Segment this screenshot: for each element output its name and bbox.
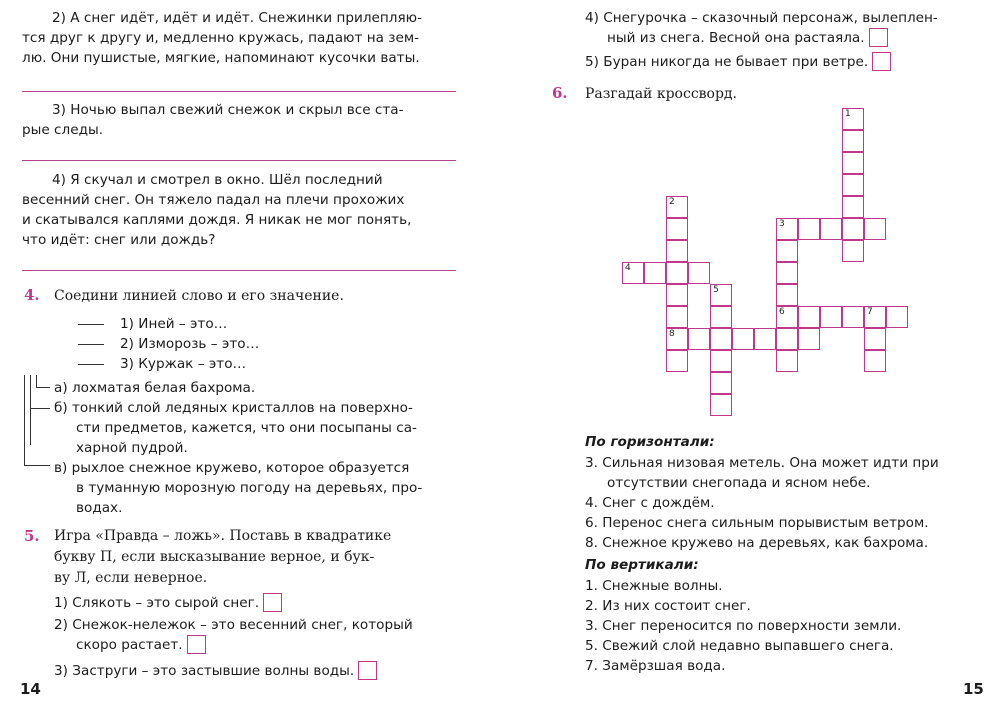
statement-2-line-2: скоро растает. <box>76 637 183 653</box>
task-4-title: Соедини линией слово и его значение. <box>54 288 344 304</box>
crossword-cell[interactable] <box>710 394 732 416</box>
crossword-cell[interactable] <box>864 328 886 350</box>
crossword-cell[interactable] <box>666 306 688 328</box>
statement-1 <box>54 593 456 613</box>
crossword-cell[interactable] <box>776 262 798 284</box>
crossword-cell[interactable] <box>864 350 886 372</box>
answer-box[interactable] <box>187 635 206 654</box>
crossword-cell[interactable] <box>776 328 798 350</box>
down-clues <box>585 576 961 676</box>
crossword-cell[interactable] <box>622 262 644 284</box>
answer-line <box>78 344 104 345</box>
crossword-cell[interactable] <box>776 240 798 262</box>
task-6-number: 6. <box>552 84 568 102</box>
crossword-number: 4 <box>625 263 631 273</box>
across-3-line-2: отсутствии снегопада и ясном небе. <box>607 475 871 491</box>
meaning-v-line-2: в туманную морозную погоду на деревьях, про- <box>76 480 423 496</box>
crossword-cell[interactable] <box>710 284 732 306</box>
crossword-cell[interactable] <box>666 284 688 306</box>
crossword-cell[interactable] <box>710 328 732 350</box>
paragraph-4 <box>22 170 456 250</box>
connector-bracket <box>22 375 52 475</box>
word-item[interactable] <box>78 334 259 354</box>
crossword-cell[interactable] <box>842 152 864 174</box>
statement-4 <box>585 8 961 48</box>
crossword-cell[interactable] <box>842 240 864 262</box>
answer-box[interactable] <box>869 28 888 47</box>
crossword-number: 1 <box>845 109 851 119</box>
statement-2 <box>54 615 456 655</box>
answer-line <box>78 364 104 365</box>
crossword-cell[interactable] <box>688 262 710 284</box>
crossword-number: 2 <box>669 197 675 207</box>
para2-line-1: 2) А снег идёт, идёт и идёт. Снежинки прилепляю- <box>52 10 422 26</box>
crossword-number: 7 <box>867 307 873 317</box>
task5-title-line-2: букву П, если высказывание верное, и бук- <box>54 549 375 565</box>
crossword-cell[interactable] <box>666 328 688 350</box>
meaning-b-line-1: б) тонкий слой ледяных кристаллов на поверхно- <box>54 400 413 416</box>
crossword-cell[interactable] <box>710 306 732 328</box>
answer-box[interactable] <box>358 661 377 680</box>
statement-2-line-1: 2) Снежок-нележок – это весенний снег, который <box>54 617 413 633</box>
crossword-cell[interactable] <box>688 328 710 350</box>
down-clue-3: 3. Снег переносится по поверхности земли. <box>585 618 902 634</box>
down-clue-5: 5. Свежий слой недавно выпавшего снега. <box>585 638 894 654</box>
across-clues <box>585 453 961 553</box>
meaning-b-line-3: харной пудрой. <box>76 440 188 456</box>
across-clue-3 <box>585 453 961 493</box>
across-header: По горизонтали: <box>585 434 715 450</box>
crossword-cell[interactable] <box>710 350 732 372</box>
crossword-cell[interactable] <box>842 218 864 240</box>
para4-line-2: весенний снег. Он тяжело падал на плечи прохожих <box>22 192 405 208</box>
crossword-cell[interactable] <box>798 218 820 240</box>
crossword-cell[interactable] <box>820 306 842 328</box>
crossword-number: 8 <box>669 329 675 339</box>
crossword-cell[interactable] <box>842 108 864 130</box>
crossword-cell[interactable] <box>864 306 886 328</box>
down-clue-1: 1. Снежные волны. <box>585 578 723 594</box>
page-number-right: 15 <box>963 680 984 698</box>
statement-5-text: 5) Буран никогда не бывает при ветре. <box>585 54 869 70</box>
paragraph-3 <box>22 100 456 140</box>
crossword-cell[interactable] <box>842 130 864 152</box>
across-clue-8: 8. Снежное кружево на деревьях, как бахрома. <box>585 535 929 551</box>
crossword-cell[interactable] <box>776 218 798 240</box>
para2-line-3: лю. Они пушистые, мягкие, напоминают кусочки ваты. <box>22 50 420 66</box>
paragraph-2 <box>22 8 456 68</box>
crossword-number: 5 <box>713 285 719 295</box>
crossword-cell[interactable] <box>666 240 688 262</box>
crossword-cell[interactable] <box>886 306 908 328</box>
down-header: По вертикали: <box>585 557 699 573</box>
crossword-cell[interactable] <box>798 306 820 328</box>
para4-line-3: и скатывался каплями дождя. Я никак не мог понять, <box>22 212 412 228</box>
crossword-cell[interactable] <box>666 196 688 218</box>
down-clue-2: 2. Из них состоит снег. <box>585 598 751 614</box>
task-6-title: Разгадай кроссворд. <box>585 86 737 102</box>
word-label-3: 3) Куржак – это… <box>120 356 247 372</box>
para4-line-1: 4) Я скучал и смотрел в окно. Шёл последний <box>52 172 383 188</box>
answer-box[interactable] <box>263 593 282 612</box>
crossword-cell[interactable] <box>820 218 842 240</box>
crossword-cell[interactable] <box>776 350 798 372</box>
across-3-line-1: 3. Сильная низовая метель. Она может идти при <box>585 455 939 471</box>
para4-line-4: что идёт: снег или дождь? <box>22 232 216 248</box>
crossword-cell[interactable] <box>842 174 864 196</box>
crossword-cell[interactable] <box>666 350 688 372</box>
crossword-cell[interactable] <box>776 306 798 328</box>
meaning-v-line-1: в) рыхлое снежное кружево, которое образуется <box>54 460 410 476</box>
meaning-v-line-3: водах. <box>76 500 123 516</box>
word-item[interactable] <box>78 354 259 374</box>
page-number-left: 14 <box>20 680 41 698</box>
meaning-v[interactable] <box>54 458 456 518</box>
para3-line-2: рые следы. <box>22 122 104 138</box>
task5-title-line-1: Игра «Правда – ложь». Поставь в квадратике <box>54 528 392 544</box>
statement-3 <box>54 661 456 681</box>
meaning-a-line-1: а) лохматая белая бахрома. <box>54 380 256 396</box>
task-5-title <box>54 526 456 589</box>
crossword-cell[interactable] <box>842 196 864 218</box>
crossword-cell[interactable] <box>864 218 886 240</box>
task-5-items <box>54 593 456 681</box>
para3-line-1: 3) Ночью выпал свежий снежок и скрыл все ста- <box>52 102 404 118</box>
meaning-b-line-2: сти предметов, кажется, что они посыпаны са- <box>76 420 417 436</box>
crossword-cell[interactable] <box>666 218 688 240</box>
crossword-cell[interactable] <box>710 372 732 394</box>
word-label-1: 1) Иней – это… <box>120 316 228 332</box>
across-clue-6: 6. Перенос снега сильным порывистым ветром. <box>585 515 929 531</box>
task-4-number: 4. <box>24 286 40 304</box>
word-label-2: 2) Изморозь – это… <box>120 336 260 352</box>
divider-2 <box>22 160 456 161</box>
answer-box[interactable] <box>872 52 891 71</box>
task-4-meanings <box>54 378 456 518</box>
crossword-cell[interactable] <box>754 328 776 350</box>
task-5-continued <box>585 8 961 72</box>
crossword-cell[interactable] <box>842 306 864 328</box>
crossword-cell[interactable] <box>666 262 688 284</box>
statement-5 <box>585 52 961 72</box>
meaning-a[interactable] <box>54 378 456 398</box>
across-clue-4: 4. Снег с дождём. <box>585 495 715 511</box>
task5-title-line-3: ву Л, если неверное. <box>54 570 208 586</box>
crossword-number: 3 <box>779 219 785 229</box>
crossword-cell[interactable] <box>776 284 798 306</box>
crossword-number: 6 <box>779 307 785 317</box>
statement-1-text: 1) Слякоть – это сырой снег. <box>54 595 260 611</box>
down-clue-7: 7. Замёрзшая вода. <box>585 658 726 674</box>
answer-line <box>78 324 104 325</box>
statement-4-line-1: 4) Снегурочка – сказочный персонаж, вылеплен- <box>585 10 938 26</box>
crossword-cell[interactable] <box>798 328 820 350</box>
divider-1 <box>22 91 456 92</box>
task-4-words <box>78 314 259 374</box>
divider-3 <box>22 270 456 271</box>
crossword-cell[interactable] <box>644 262 666 284</box>
word-item[interactable] <box>78 314 259 334</box>
statement-3-text: 3) Заструги – это застывшие волны воды. <box>54 663 355 679</box>
statement-4-line-2: ный из снега. Весной она растаяла. <box>607 30 865 46</box>
task-5-number: 5. <box>24 527 40 545</box>
crossword-cell[interactable] <box>732 328 754 350</box>
para2-line-2: тся друг к другу и, медленно кружась, падают на зем- <box>22 30 420 46</box>
meaning-b[interactable] <box>54 398 456 458</box>
